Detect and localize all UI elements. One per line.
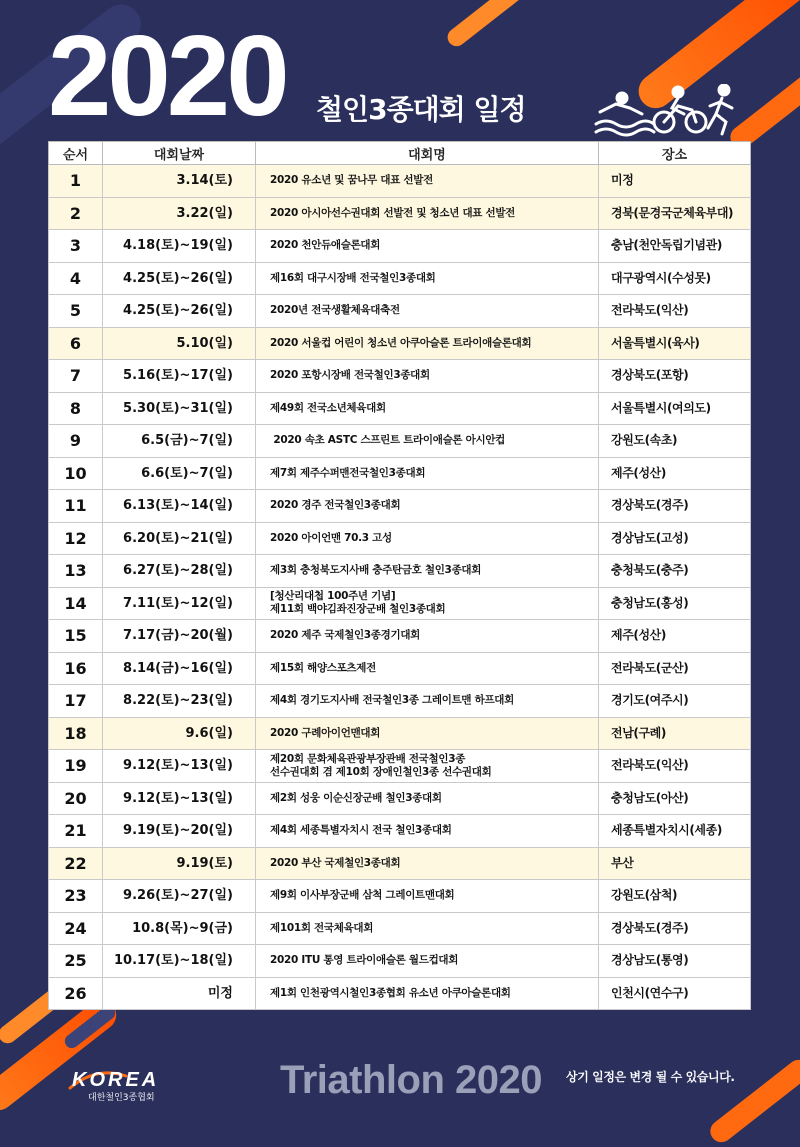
cell-place: 경상북도(경주): [599, 912, 751, 945]
table-row: [49, 522, 751, 555]
cell-no: 13: [49, 555, 103, 588]
cell-event-name: [256, 165, 599, 198]
cell-date: 7.11(토)~12(일): [103, 587, 256, 620]
footer-note: 상기 일정은 변경 될 수 있습니다.: [566, 1070, 735, 1084]
cell-event-name: [256, 555, 599, 588]
cell-date: 3.22(일): [103, 197, 256, 230]
decor-stripe: [444, 0, 526, 50]
table-row: [49, 587, 751, 620]
table-row: [49, 457, 751, 490]
cell-date: 7.17(금)~20(월): [103, 620, 256, 653]
cell-event-name: [256, 912, 599, 945]
cell-event-name: [256, 392, 599, 425]
table-row: [49, 750, 751, 783]
cell-event-name: [256, 587, 599, 620]
cell-no: 22: [49, 847, 103, 880]
cell-place: 전라북도(군산): [599, 652, 751, 685]
cell-date: 미정: [103, 977, 256, 1010]
cell-no: 11: [49, 490, 103, 523]
event-name-line: 2020 구례아이언맨대회: [270, 726, 381, 739]
cell-place: 제주(성산): [599, 620, 751, 653]
schedule-table: [48, 141, 750, 1010]
event-name-line: 제4회 경기도지사배 전국철인3종 그레이트맨 하프대회: [270, 694, 514, 707]
event-name-line-2: 제11회 백야김좌진장군배 철인3종대회: [270, 603, 446, 616]
event-name-line: 제3회 충청북도지사배 충주탄금호 철인3종대회: [270, 564, 482, 577]
table-row: [49, 717, 751, 750]
event-name-line: 제9회 이사부장군배 삼척 그레이트맨대회: [270, 889, 455, 902]
cell-event-name: [256, 717, 599, 750]
table-row: [49, 230, 751, 263]
cell-place: 서울특별시(육사): [599, 327, 751, 360]
event-name-line: 2020 아이언맨 70.3 고성: [270, 531, 392, 544]
table-row: [49, 977, 751, 1010]
event-name-line: 2020 유소년 및 꿈나무 대표 선발전: [270, 174, 433, 187]
cell-date: 5.10(일): [103, 327, 256, 360]
cell-date: 9.19(토): [103, 847, 256, 880]
cell-place: 전라북도(익산): [599, 295, 751, 328]
cell-no: 5: [49, 295, 103, 328]
column-header-date: 대회날짜: [103, 142, 256, 165]
cell-no: 24: [49, 912, 103, 945]
cell-no: 25: [49, 945, 103, 978]
cell-no: 23: [49, 880, 103, 913]
table-body: [49, 165, 751, 1010]
table-header-row: [49, 142, 751, 165]
cell-date: 9.6(일): [103, 717, 256, 750]
event-name-line: 2020 경주 전국철인3종대회: [270, 499, 401, 512]
cell-event-name: [256, 815, 599, 848]
table-row: [49, 165, 751, 198]
cell-no: 9: [49, 425, 103, 458]
cell-place: 전라북도(익산): [599, 750, 751, 783]
cell-no: 15: [49, 620, 103, 653]
cell-no: 16: [49, 652, 103, 685]
event-name-line: 2020 천안듀애슬론대회: [270, 239, 381, 252]
cell-no: 19: [49, 750, 103, 783]
cell-event-name: [256, 262, 599, 295]
event-name-line: 제2회 성웅 이순신장군배 철인3종대회: [270, 791, 442, 804]
cell-date: 9.26(토)~27(일): [103, 880, 256, 913]
cell-no: 6: [49, 327, 103, 360]
cell-place: 경기도(여주시): [599, 685, 751, 718]
cell-event-name: [256, 230, 599, 263]
cell-date: 8.14(금)~16(일): [103, 652, 256, 685]
event-name-line: 2020 ITU 통영 트라이애슬론 월드컵대회: [270, 954, 459, 967]
column-header-no: 순서: [49, 142, 103, 165]
column-header-name: 대회명: [256, 142, 599, 165]
cell-date: 4.25(토)~26(일): [103, 262, 256, 295]
cell-event-name: [256, 295, 599, 328]
cell-event-name: [256, 522, 599, 555]
cell-event-name: [256, 457, 599, 490]
cell-place: 강원도(삼척): [599, 880, 751, 913]
cell-date: 9.19(토)~20(일): [103, 815, 256, 848]
cell-place: 서울특별시(여의도): [599, 392, 751, 425]
table-row: [49, 815, 751, 848]
cell-place: 경북(문경국군체육부대): [599, 197, 751, 230]
cell-no: 7: [49, 360, 103, 393]
event-name-line: 제7회 제주수퍼맨전국철인3종대회: [270, 466, 426, 479]
event-name-line: 제101회 전국체육대회: [270, 921, 374, 934]
event-name-line: 2020 속초 ASTC 스프린트 트라이애슬론 아시안컵: [270, 434, 506, 447]
cell-event-name: [256, 750, 599, 783]
cell-place: 제주(성산): [599, 457, 751, 490]
table-row: [49, 945, 751, 978]
cell-date: 6.5(금)~7(일): [103, 425, 256, 458]
event-name-line: 2020 부산 국제철인3종대회: [270, 856, 401, 869]
event-name-line: [청산리대첩 100주년 기념]: [270, 590, 396, 603]
logo-subtitle: 대한철인3종협회: [88, 1093, 155, 1103]
triathlon-icon: [592, 84, 742, 138]
cell-event-name: [256, 847, 599, 880]
event-name-line: 제4회 세종특별자치시 전국 철인3종대회: [270, 824, 452, 837]
cell-date: 5.16(토)~17(일): [103, 360, 256, 393]
table-row: [49, 620, 751, 653]
cell-date: 6.6(토)~7(일): [103, 457, 256, 490]
cell-place: 충청남도(아산): [599, 782, 751, 815]
table-row: [49, 847, 751, 880]
cell-place: 경상남도(고성): [599, 522, 751, 555]
table-row: [49, 880, 751, 913]
table-row: [49, 912, 751, 945]
table-row: [49, 327, 751, 360]
brand-text: Triathlon 2020: [280, 1058, 542, 1102]
cell-event-name: [256, 620, 599, 653]
table-row: [49, 262, 751, 295]
table-row: [49, 490, 751, 523]
event-name-line: 2020 서울컵 어린이 청소년 아쿠아슬론 트라이애슬론대회: [270, 336, 532, 349]
cell-place: 경상남도(통영): [599, 945, 751, 978]
cell-date: 9.12(토)~13(일): [103, 782, 256, 815]
korea-logo: [66, 1062, 176, 1092]
table-row: [49, 295, 751, 328]
table-row: [49, 360, 751, 393]
cell-no: 14: [49, 587, 103, 620]
cell-place: 강원도(속초): [599, 425, 751, 458]
cell-event-name: [256, 360, 599, 393]
cell-event-name: [256, 652, 599, 685]
cell-date: 6.27(토)~28(일): [103, 555, 256, 588]
table-row: [49, 782, 751, 815]
cell-place: 경상북도(경주): [599, 490, 751, 523]
cell-place: 부산: [599, 847, 751, 880]
event-name-line: 2020년 전국생활체육대축전: [270, 304, 400, 317]
event-name-line: 2020 제주 국제철인3종경기대회: [270, 629, 421, 642]
cell-place: 전남(구례): [599, 717, 751, 750]
cell-event-name: [256, 490, 599, 523]
event-name-line: 제1회 인천광역시철인3종협회 유소년 아쿠아슬론대회: [270, 986, 511, 999]
cell-date: 10.8(목)~9(금): [103, 912, 256, 945]
cell-no: 3: [49, 230, 103, 263]
table-row: [49, 555, 751, 588]
cell-no: 21: [49, 815, 103, 848]
cell-no: 18: [49, 717, 103, 750]
logo-text: KOREA: [72, 1069, 160, 1091]
table-row: [49, 392, 751, 425]
cell-no: 2: [49, 197, 103, 230]
cell-date: 4.18(토)~19(일): [103, 230, 256, 263]
column-header-place: 장소: [599, 142, 751, 165]
cell-no: 10: [49, 457, 103, 490]
cell-event-name: [256, 685, 599, 718]
table-row: [49, 197, 751, 230]
cell-no: 20: [49, 782, 103, 815]
cell-place: 경상북도(포항): [599, 360, 751, 393]
cell-place: 세종특별자치시(세종): [599, 815, 751, 848]
cell-event-name: [256, 197, 599, 230]
event-name-line-2: 선수권대회 겸 제10회 장애인철인3종 선수권대회: [270, 765, 492, 778]
cell-date: 8.22(토)~23(일): [103, 685, 256, 718]
table-row: [49, 685, 751, 718]
cell-event-name: [256, 425, 599, 458]
cell-date: 4.25(토)~26(일): [103, 295, 256, 328]
cell-place: 충남(천안독립기념관): [599, 230, 751, 263]
cell-date: 3.14(토): [103, 165, 256, 198]
event-name-line: 2020 포항시장배 전국철인3종대회: [270, 369, 430, 382]
cell-no: 4: [49, 262, 103, 295]
cell-date: 6.20(토)~21(일): [103, 522, 256, 555]
cell-date: 9.12(토)~13(일): [103, 750, 256, 783]
cell-event-name: [256, 782, 599, 815]
cell-place: 인천시(연수구): [599, 977, 751, 1010]
cell-event-name: [256, 945, 599, 978]
cell-no: 1: [49, 165, 103, 198]
cell-date: 5.30(토)~31(일): [103, 392, 256, 425]
event-name-line: 제16회 대구시장배 전국철인3종대회: [270, 271, 436, 284]
cell-place: 대구광역시(수성못): [599, 262, 751, 295]
table-row: [49, 425, 751, 458]
event-name-line: 2020 아시아선수권대회 선발전 및 청소년 대표 선발전: [270, 206, 516, 219]
cell-date: 6.13(토)~14(일): [103, 490, 256, 523]
page-subtitle: 철인3종대회 일정: [316, 93, 526, 126]
cell-place: 충청남도(홍성): [599, 587, 751, 620]
cell-date: 10.17(토)~18(일): [103, 945, 256, 978]
cell-event-name: [256, 327, 599, 360]
cell-place: 미정: [599, 165, 751, 198]
cell-event-name: [256, 880, 599, 913]
cell-no: 26: [49, 977, 103, 1010]
cell-no: 17: [49, 685, 103, 718]
cell-place: 충청북도(충주): [599, 555, 751, 588]
cell-event-name: [256, 977, 599, 1010]
table-row: [49, 652, 751, 685]
cell-no: 8: [49, 392, 103, 425]
page-title-year: 2020: [48, 13, 286, 140]
event-name-line: 제49회 전국소년체육대회: [270, 401, 386, 414]
event-name-line: 제15회 해양스포츠제전: [270, 661, 376, 674]
event-name-line: 제20회 문화체육관광부장관배 전국철인3종: [270, 752, 466, 765]
cell-no: 12: [49, 522, 103, 555]
